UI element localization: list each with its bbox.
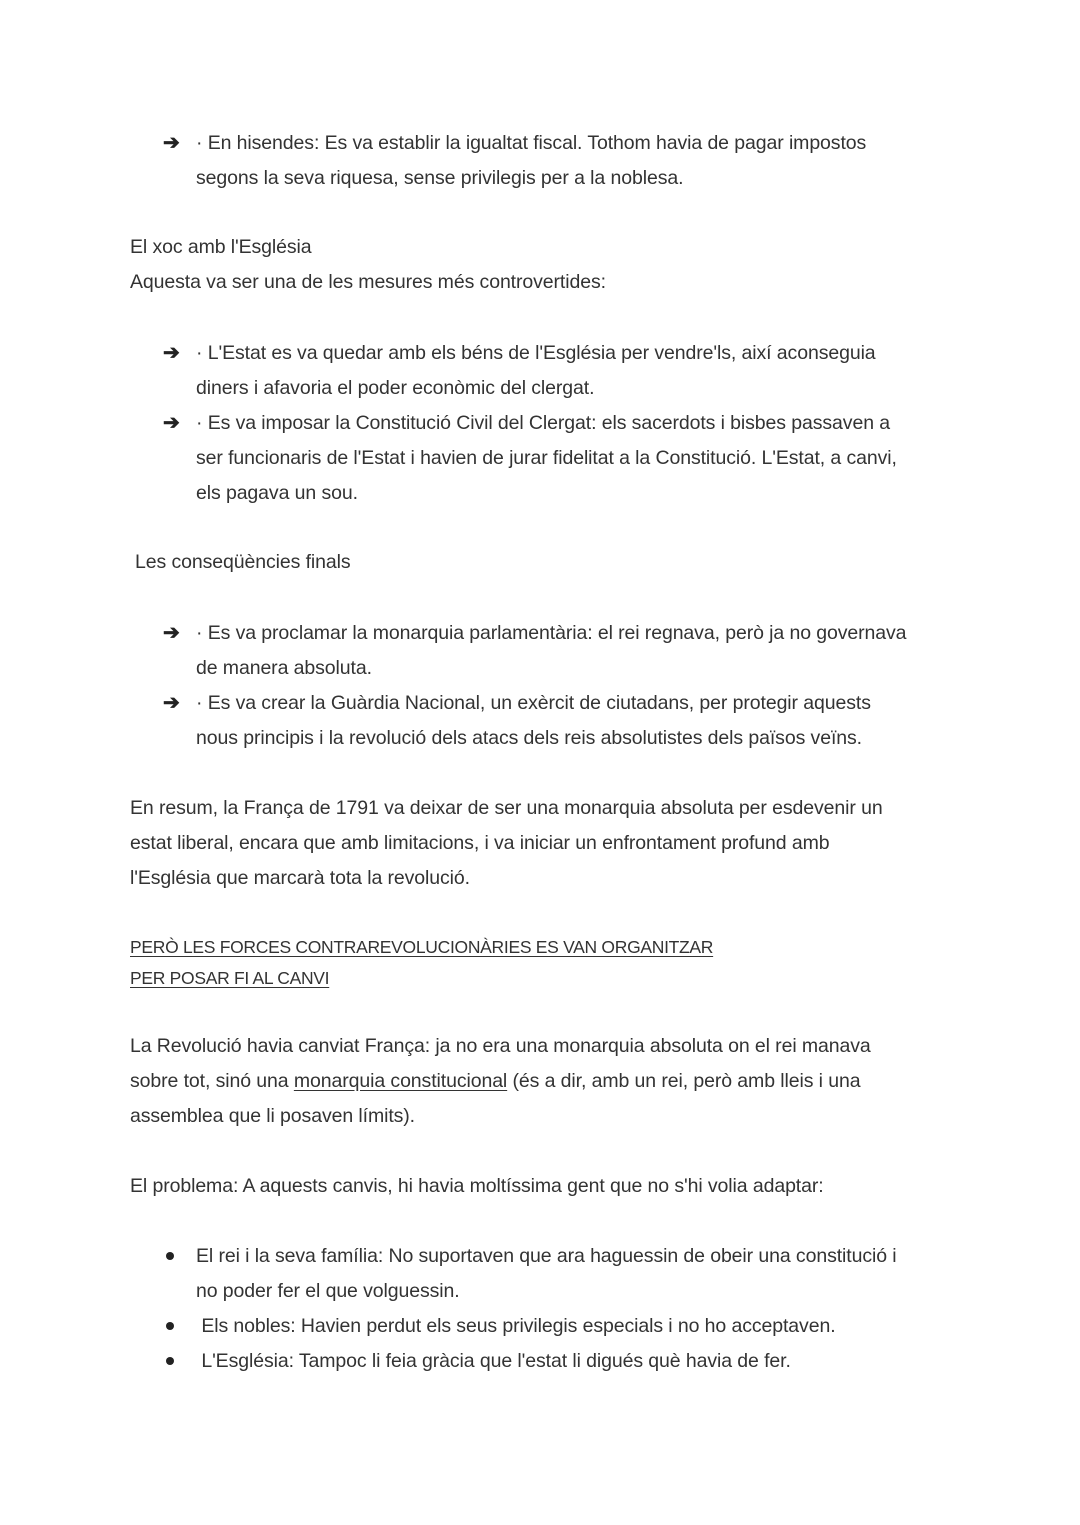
bullet-text: L'Església: Tampoc li feia gràcia que l'estat li digués què havia de fer. [196,1350,791,1372]
underlined-term: monarquia constitucional [293,1070,508,1092]
bullet-text: els pagava un sou. [196,482,358,504]
summary-text: l'Església que marcarà tota la revolució. [130,867,470,889]
bullet-text: ser funcionaris de l'Estat i havien de jurar fidelitat a la Constitució. L'Estat, a canvi, [196,447,897,469]
arrow-right-icon: ➔ [163,692,180,714]
section-title: El xoc amb l'Església [130,236,312,258]
section-title: Les conseqüències finals [135,551,351,573]
bullet-text: · En hisendes: Es va establir la igualtat fiscal. Tothom havia de pagar impostos [196,132,867,154]
summary-text: estat liberal, encara que amb limitacions, i va iniciar un enfrontament profund amb [130,832,830,854]
arrow-right-icon: ➔ [163,132,180,154]
bullet-text: no poder fer el que volguessin. [196,1280,460,1302]
bullet-text: de manera absoluta. [196,657,372,679]
bullet-text: · Es va crear la Guàrdia Nacional, un exèrcit de ciutadans, per protegir aquests [196,692,871,714]
bullet-text: · L'Estat es va quedar amb els béns de l'Església per vendre'ls, així aconseguia [196,342,876,364]
bullet-text: Els nobles: Havien perdut els seus privilegis especials i no ho acceptaven. [196,1315,836,1337]
section-heading: PER POSAR FI AL CANVI [130,968,330,988]
bullet-text: diners i afavoria el poder econòmic del clergat. [196,377,595,399]
paragraph-text: La Revolució havia canviat França: ja no era una monarquia absoluta on el rei manava [130,1035,871,1057]
arrow-right-icon: ➔ [163,342,180,364]
bullet-text: El rei i la seva família: No suportaven que ara haguessin de obeir una constitució i [196,1245,897,1267]
paragraph-text [130,1069,860,1093]
paragraph-fragment: sobre tot, sinó una [130,1070,294,1092]
bullet-dot-icon [166,1252,174,1260]
bullet-text: nous principis i la revolució dels atacs dels reis absolutistes dels països veïns. [196,727,862,749]
arrow-right-icon: ➔ [163,622,180,644]
bullet-dot-icon [166,1322,174,1330]
section-intro: Aquesta va ser una de les mesures més controvertides: [130,271,606,293]
bullet-text: · Es va imposar la Constitució Civil del Clergat: els sacerdots i bisbes passaven a [196,412,891,434]
bullet-dot-icon [166,1357,174,1365]
problem-intro: El problema: A aquests canvis, hi havia moltíssima gent que no s'hi volia adaptar: [130,1175,824,1197]
bullet-text: · Es va proclamar la monarquia parlamentària: el rei regnava, però ja no governava [196,622,907,644]
paragraph-fragment: (és a dir, amb un rei, però amb lleis i una [507,1070,861,1092]
summary-text: En resum, la França de 1791 va deixar de ser una monarquia absoluta per esdevenir un [130,797,883,819]
arrow-right-icon: ➔ [163,412,180,434]
paragraph-text: assemblea que li posaven límits). [130,1105,416,1127]
section-heading: PERÒ LES FORCES CONTRAREVOLUCIONÀRIES ES VAN ORGANITZAR [130,937,714,957]
bullet-text: segons la seva riquesa, sense privilegis per a la noblesa. [196,167,684,189]
